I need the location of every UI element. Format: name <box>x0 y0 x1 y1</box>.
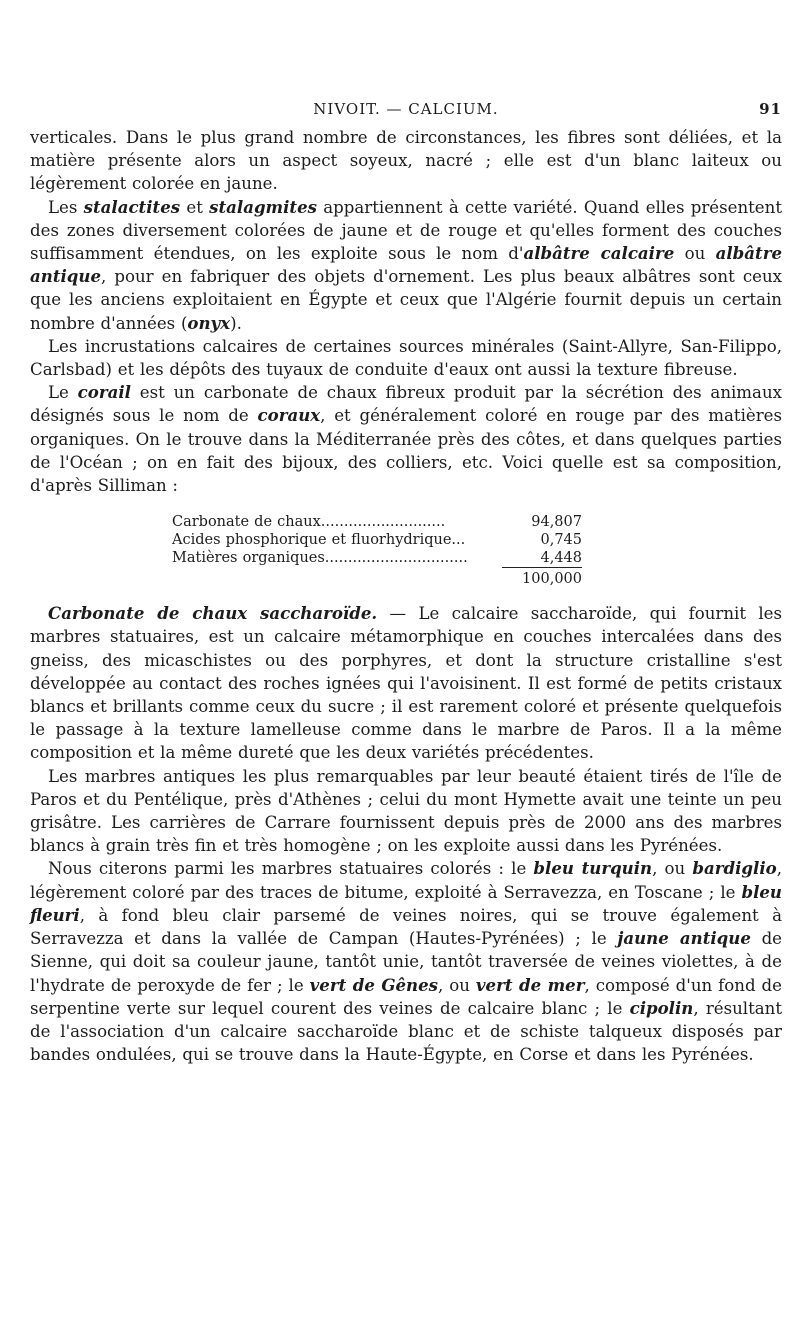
text-run: , ou <box>438 975 476 995</box>
composition-table <box>172 513 582 588</box>
term-stalactites: stalactites <box>83 196 181 217</box>
composition-row <box>172 513 582 531</box>
composition-label: Carbonate de chaux........................... <box>172 514 446 531</box>
term-bleu-fleuri: bleu fleuri <box>30 881 782 925</box>
page-number: 91 <box>759 100 782 118</box>
composition-label: Matières organiques............................... <box>172 550 468 567</box>
text-run: , à fond bleu clair parsemé de veines noires, qui se trouve également à Serravezza et dans la vallée de Campan (Hautes-Pyrénées) ; le <box>30 905 782 949</box>
composition-row <box>172 549 582 567</box>
term-bleu-turquin: bleu turquin <box>533 858 653 879</box>
running-title: NIVOIT. — CALCIUM. <box>313 100 499 118</box>
book-page <box>30 100 782 1066</box>
text-run: Nous citerons parmi les marbres statuaires colorés : le <box>48 859 534 879</box>
composition-value: 94,807 <box>531 514 582 531</box>
text-run: — Le calcaire saccharoïde, qui fournit les marbres statuaires, est un calcaire métamorphique en couches intercalées dans des gneiss, des micaschistes ou des porphyres, et dont la structure cristalline s'est développée au contact des roches ignées qui l'avoisinent. Il est formé de petits cristaux blancs et brillants comme ceux du sucre ; il est rarement coloré et présente quelquefois le passage à la texture lamelleuse comme dans le marbre de Paros. Il a la même composition et la même dureté que les deux variétés précédentes. <box>30 604 783 763</box>
term-vert-de-mer: vert de mer <box>475 974 585 995</box>
composition-value: 4,448 <box>540 550 582 567</box>
term-coraux: coraux <box>257 405 321 426</box>
paragraph-stalactites <box>30 196 782 335</box>
text-run: Le <box>48 383 78 403</box>
term-bardiglio: bardiglio <box>692 858 777 879</box>
text-run: , légèrement coloré par des traces de bitume, exploité à Serravezza, en Toscane ; le <box>30 859 782 902</box>
text-run: appartiennent à cette variété. Quand elles présentent des zones diversement colorées de jaune et de rouge et qu'elles forment des couches suffisamment étendues, on les exploite sous le nom d' <box>30 197 782 264</box>
composition-label: Acides phosphorique et fluorhydrique... <box>172 532 466 549</box>
term-albatre-antique: albâtre antique <box>30 243 782 287</box>
text-run: , résultant de l'association d'un calcaire saccharoïde blanc et de schiste talqueux disposés par bandes ondulées, qui se trouve dans la Haute-Égypte, en Corse et dans les Pyrénées. <box>30 998 782 1065</box>
term-corail: corail <box>77 382 131 403</box>
composition-value: 0,745 <box>540 532 582 549</box>
term-albatre-calcaire: albâtre calcaire <box>523 243 675 264</box>
paragraph-fibres: verticales. Dans le plus grand nombre de circonstances, les fibres sont déliées, et la matière présente alors un aspect soyeux, nacré ; elle est d'un blanc laiteux ou légèrement colorée en jaune. <box>30 128 782 194</box>
text-run: ou <box>674 244 716 264</box>
text-run: , ou <box>652 859 693 879</box>
paragraph-saccharoide <box>30 602 782 764</box>
term-onyx: onyx <box>187 312 231 333</box>
body-text <box>30 126 782 1066</box>
text-run: , composé d'un fond de serpentine verte sur lequel courent des veines de calcaire blanc ; le <box>30 975 782 1018</box>
running-head <box>30 100 782 126</box>
text-run: , et généralement coloré en rouge par des matières organiques. On le trouve dans la Méditerranée près des côtes, et dans quelques parties de l'Océan ; on en fait des bijoux, des colliers, etc. Voici quelle est sa composition, d'après Silliman : <box>30 406 782 496</box>
paragraph-marbres-colores <box>30 857 782 1066</box>
composition-total: 100,000 <box>502 567 582 588</box>
paragraph-corail <box>30 381 782 497</box>
section-heading-saccharoide: Carbonate de chaux saccharoïde. <box>48 603 378 624</box>
text-run: de Sienne, qui doit sa couleur jaune, tantôt unie, tantôt traversée de veines violettes, à de l'hydrate de peroxyde de fer ; le <box>30 929 783 995</box>
term-cipolin: cipolin <box>629 997 694 1018</box>
paragraph-incrustations: Les incrustations calcaires de certaines sources minérales (Saint-Allyre, San-Filippo, Carlsbad) et les dépôts des tuyaux de conduite d'eaux ont aussi la texture fibreuse. <box>30 336 782 380</box>
composition-row <box>172 531 582 549</box>
text-run: est un carbonate de chaux fibreux produit par la sécrétion des animaux désignés sous le nom de <box>30 383 782 426</box>
text-run: et <box>180 197 210 217</box>
text-run: , pour en fabriquer des objets d'ornement. Les plus beaux albâtres sont ceux que les anciens exploitaient en Égypte et ceux que l'Algérie fournit depuis un certain nombre d'années ( <box>30 267 782 333</box>
paragraph-marbres-antiques: Les marbres antiques les plus remarquables par leur beauté étaient tirés de l'île de Paros et du Pentélique, près d'Athènes ; celui du mont Hymette avait une teinte un peu grisâtre. Les carrières de Carrare fournissent depuis près de 2000 ans des marbres blancs à grain très fin et très homogène ; on les exploite aussi dans les Pyrénées. <box>30 766 782 856</box>
text-run: Les <box>48 197 84 217</box>
term-stalagmites: stalagmites <box>209 196 317 217</box>
text-run: ). <box>230 313 242 333</box>
term-jaune-antique: jaune antique <box>617 928 751 949</box>
term-vert-de-genes: vert de Gênes <box>309 974 439 995</box>
